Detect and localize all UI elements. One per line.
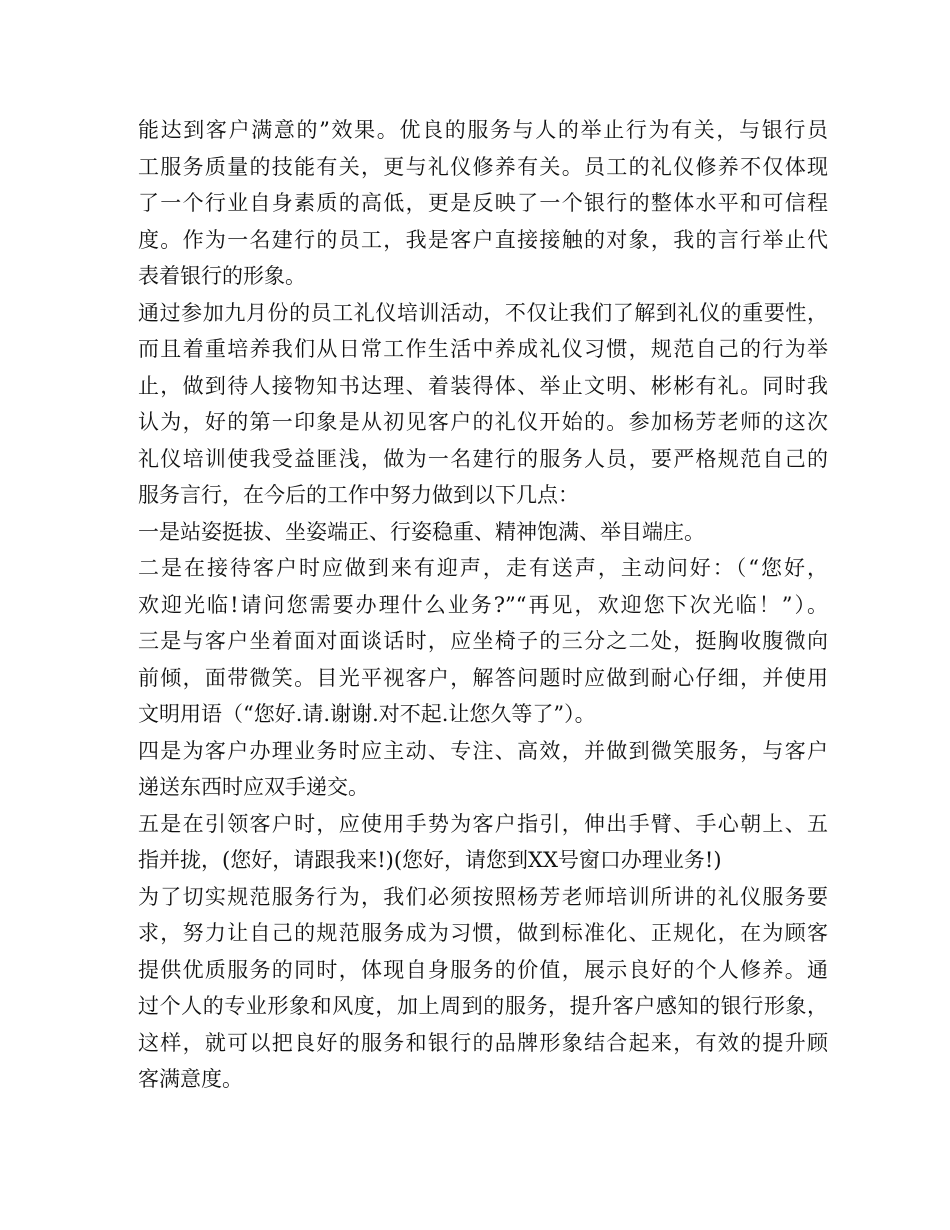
text-line: 认为，好的第一印象是从初见客户的礼仪开始的。参加杨芳老师的这次 bbox=[138, 410, 828, 434]
text-line: 通过参加九月份的员工礼仪培训活动，不仅让我们了解到礼仪的重要性， bbox=[138, 300, 828, 325]
text-line: 礼仪培训使我受益匪浅，做为一名建行的服务人员，要严格规范自己的 bbox=[138, 446, 828, 471]
text-line: 工服务质量的技能有关，更与礼仪修养有关。员工的礼仪修养不仅体现 bbox=[138, 154, 828, 179]
text-line: 五是在引领客户时，应使用手势为客户指引，伸出手臂、手心朝上、五 bbox=[138, 811, 828, 836]
text-line: 度。作为一名建行的员工，我是客户直接接触的对象，我的言行举止代 bbox=[138, 227, 828, 252]
text-line: 表着银行的形象。 bbox=[138, 264, 306, 288]
text-line: 三是与客户坐着面对面谈话时，应坐椅子的三分之二处，挺胸收腹微向 bbox=[138, 629, 828, 653]
text-line: 求，努力让自己的规范服务成为习惯，做到标准化、正规化，在为顾客 bbox=[138, 921, 828, 945]
text-line: 服务言行，在今后的工作中努力做到以下几点： bbox=[138, 483, 579, 507]
text-line: 前倾，面带微笑。目光平视客户，解答问题时应做到耐心仔细，并使用 bbox=[138, 665, 828, 690]
text-line: 能达到客户满意的”效果。优良的服务与人的举止行为有关，与银行员 bbox=[138, 118, 828, 142]
text-line: 而且着重培养我们从日常工作生活中养成礼仪习惯，规范自己的行为举 bbox=[138, 337, 828, 361]
text-line: 客满意度。 bbox=[138, 1067, 243, 1091]
text-line: 一是站姿挺拔、坐姿端正、行姿稳重、精神饱满、举目端庄。 bbox=[138, 519, 705, 544]
text-line: 欢迎光临!请问您需要办理什么业务?”“再见，欢迎您下次光临！”）。 bbox=[138, 592, 828, 617]
text-line: 递送东西时应双手递交。 bbox=[138, 775, 369, 799]
text-line: 了一个行业自身素质的高低，更是反映了一个银行的整体水平和可信程 bbox=[138, 191, 828, 215]
text-line: 文明用语（“您好.请.谢谢.对不起.让您久等了”）。 bbox=[138, 702, 596, 726]
text-line: 过个人的专业形象和风度，加上周到的服务，提升客户感知的银行形象， bbox=[138, 994, 828, 1018]
text-line: 止，做到待人接物知书达理、着装得体、举止文明、彬彬有礼。同时我 bbox=[138, 373, 828, 398]
text-line: 四是为客户办理业务时应主动、专注、高效，并做到微笑服务，与客户 bbox=[138, 738, 828, 763]
text-line: 为了切实规范服务行为，我们必须按照杨芳老师培训所讲的礼仪服务要 bbox=[138, 884, 828, 909]
body-text bbox=[138, 112, 828, 1098]
text-line: 二是在接待客户时应做到来有迎声，走有送声，主动问好：（“您好， bbox=[138, 556, 828, 580]
text-line: 提供优质服务的同时，体现自身服务的价值，展示良好的个人修养。通 bbox=[138, 957, 828, 982]
text-line: 指并拢，(您好，请跟我来!)(您好，请您到XX号窗口办理业务!) bbox=[138, 848, 722, 872]
text-line: 这样，就可以把良好的服务和银行的品牌形象结合起来，有效的提升顾 bbox=[138, 1030, 828, 1055]
